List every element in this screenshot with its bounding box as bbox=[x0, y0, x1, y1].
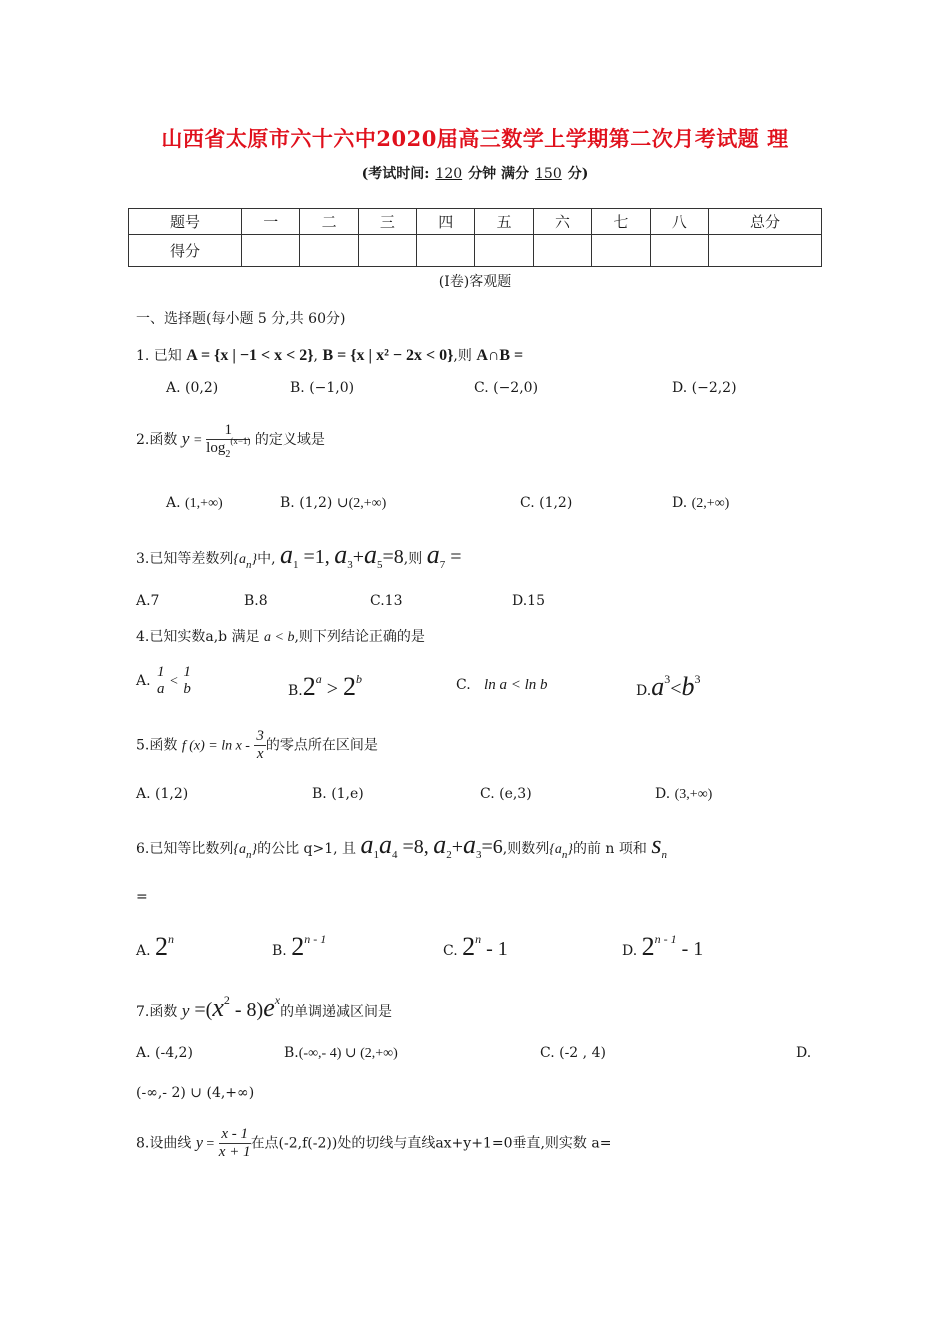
question-3: 3.已知等差数列$\{a_n\}$中, $a_1 =1$, $a_3+a_5=8$,则 $a_7$ = bbox=[136, 540, 462, 571]
q1-option-b: B. (−1,0) bbox=[290, 380, 355, 396]
question-5: 5.函数 f (x) = ln x - $\frac{3}{x}$ 的零点所在区间是 bbox=[136, 728, 378, 762]
question-2: 2.函数 y = $\frac{1}{\log_2^{(x-1)}}$ 的定义域是 bbox=[136, 422, 325, 460]
q5-option-d: D. (3,+∞) bbox=[655, 786, 713, 802]
page-title: 山西省太原市六十六中2020届高三数学上学期第二次月考试题 理 bbox=[161, 126, 789, 151]
q5-option-c: C. (e,3) bbox=[480, 786, 532, 802]
score-table-row: 得分 bbox=[129, 235, 822, 267]
q4-option-a: A. 1 a < 1 b bbox=[136, 664, 191, 697]
q5-option-a: A. (1,2) bbox=[136, 786, 189, 802]
q2-option-b: B. (1,2) ∪(2,+∞) bbox=[280, 495, 387, 511]
question-7: 7.函数 y =(x2 - 8)ex的单调递减区间是 bbox=[136, 993, 393, 1022]
section-heading: 一、选择题(每小题 5 分,共 60分) bbox=[136, 311, 346, 327]
q4-option-b: B.2a > 2b bbox=[288, 672, 363, 701]
score-cell[interactable] bbox=[242, 235, 300, 267]
q7-option-c: C. (-2 , 4) bbox=[540, 1045, 606, 1061]
q4-option-c: C. ln a < ln b bbox=[456, 677, 548, 693]
q1-option-c: C. (−2,0) bbox=[474, 380, 539, 396]
q6-equals: = bbox=[136, 889, 148, 905]
q5-option-b: B. (1,e) bbox=[312, 786, 364, 802]
q6-option-b: B. 2n - 1 bbox=[272, 932, 327, 961]
score-cell[interactable] bbox=[475, 235, 533, 267]
q6-option-d: D. 2n - 1 - 1 bbox=[622, 932, 704, 961]
score-cell[interactable] bbox=[300, 235, 358, 267]
q7-option-a: A. (-4,2) bbox=[136, 1045, 193, 1061]
q6-option-c: C. 2n - 1 bbox=[443, 932, 508, 961]
q3-option-b: B.8 bbox=[244, 593, 268, 609]
q2-option-c: C. (1,2) bbox=[520, 495, 573, 511]
q7-option-b: B.(-∞,- 4) ∪ (2,+∞) bbox=[284, 1045, 398, 1061]
q3-option-d: D.15 bbox=[512, 593, 545, 609]
q3-option-a: A.7 bbox=[136, 593, 160, 609]
score-cell[interactable] bbox=[650, 235, 708, 267]
score-cell[interactable] bbox=[708, 235, 821, 267]
q2-option-d: D. (2,+∞) bbox=[672, 495, 730, 511]
score-table-header: 题号 一 二 三 四 五 六 七 八 总分 bbox=[129, 209, 822, 235]
score-cell[interactable] bbox=[358, 235, 416, 267]
q4-option-d: D.a3<b3 bbox=[636, 672, 701, 701]
q2-option-a: A. (1,+∞) bbox=[166, 495, 223, 511]
q6-option-a: A. 2n bbox=[136, 932, 175, 961]
score-cell[interactable] bbox=[417, 235, 475, 267]
q7-option-d-value: (-∞,- 2) ∪ (4,+∞) bbox=[136, 1085, 255, 1101]
question-8: 8.设曲线 y = $\frac{x - 1}{x + 1}$ 在点(-2,f(-2))处的切线与直线ax+y+1=0垂直,则实数 a= bbox=[136, 1126, 612, 1160]
question-6: 6.已知等比数列$\{a_n\}$的公比 q>1, 且 $a_1a_4 =8$, $a_2+a_3=6$,则数列$\{a_n\}$的前 n 项和 $s_n$ bbox=[136, 830, 667, 861]
volume-label: (Ⅰ卷)客观题 bbox=[438, 274, 512, 290]
q1-option-d: D. (−2,2) bbox=[672, 380, 737, 396]
q1-option-a: A. (0,2) bbox=[166, 380, 219, 396]
score-cell[interactable] bbox=[533, 235, 591, 267]
question-4: 4.已知实数a,b 满足 a < b,则下列结论正确的是 bbox=[136, 629, 425, 645]
question-1: 1. 已知 A = {x | −1 < x < 2}, B = {x | x² − 2x < 0},则 A∩B = bbox=[136, 347, 524, 364]
exam-info: (考试时间: 120 分钟 满分 150 分) bbox=[361, 166, 589, 182]
score-cell[interactable] bbox=[592, 235, 650, 267]
q3-option-c: C.13 bbox=[370, 593, 403, 609]
q7-option-d: D. bbox=[796, 1045, 812, 1061]
score-table bbox=[128, 208, 822, 267]
